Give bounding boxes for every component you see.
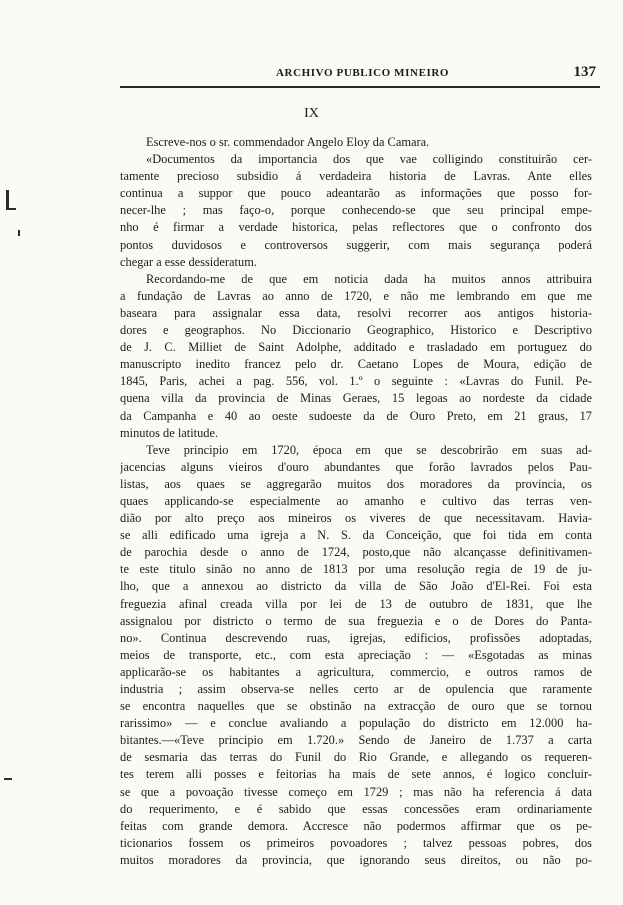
text-line: minutos de latitude. (120, 425, 219, 440)
text-line: quena villa da provincia de Minas Geraes, 15 legoas ao nordeste da cidade (120, 391, 592, 406)
text-line: se encontra naquelles que se obstinão na extracção de ouro que se tornou (120, 699, 592, 714)
text-line: meios de transporte, etc., com esta apreciação : — «Esgotadas as minas (120, 647, 592, 662)
text-line: de J. C. Milliet de Saint Adolphe, additado e trasladado em portuguez do (120, 340, 592, 355)
text-line: continua a suppor que pouco adeantarão as informações que posso for- (120, 186, 592, 201)
text-line: applicarão-se os habitantes a agricultura, commercio, e outros ramos de (120, 664, 592, 679)
page-number: 137 (573, 64, 596, 80)
section-number: IX (304, 106, 319, 121)
text-line: dores e geographos. No Diccionario Geographico, Historico e Descriptivo (120, 323, 592, 338)
text-line: nho é firmar a verdade historica, pelas reflectores que o confronto dos (120, 220, 592, 235)
text-line: dião por alto preço aos mineiros os viveres de que necessitavam. Havia- (120, 511, 592, 526)
text-line: do requerimento, e é sabido que essas concessões eram ordinariamente (120, 801, 592, 816)
text-line: lho, que a annexou ao districto da villa de São João d'El-Rei. Foi esta (120, 579, 592, 594)
text-line: tes terem alli posses e feitorias ha mais de sete annos, é logico concluir- (120, 767, 592, 782)
text-line: pontos duvidosos e controversos suggerir, com mais segurança poderá (120, 237, 592, 252)
text-line: listas, aos quaes se aggregarão muitos dos moradores da provincia, os (120, 476, 592, 491)
text-line: ticionarios fossem os primeiros povoadores ; talvez pessoas pobres, dos (120, 835, 592, 850)
text-line: bitantes.—«Teve principio em 1.720.» Sendo de Janeiro de 1.737 a carta (120, 733, 592, 748)
text-line: Teve principio em 1720, época em que se descobrirão em suas ad- (146, 442, 592, 457)
text-line: manuscripto inedito francez pelo dr. Caetano Lopes de Moura, edição de (120, 357, 592, 372)
text-line: de parochia desde o anno de 1724, posto,que não alcançasse definitivamen- (120, 545, 592, 560)
header-rule (120, 86, 600, 88)
text-line: de sesmaria das terras do Funil do Rio Grande, e allegando os requeren- (120, 750, 592, 765)
text-line: muitos moradores da provincia, que ignorando seus direitos, ou não po- (120, 852, 592, 867)
text-line: te este titulo sinão no anno de 1813 por uma resolução regia de 19 de ju- (120, 562, 592, 577)
margin-mark (6, 208, 16, 210)
text-line: jacencias alguns vieiros d'ouro abundantes que forão lavrados pelos Pau- (120, 459, 592, 474)
margin-mark (18, 230, 20, 236)
text-line: chegar a esse dessideratum. (120, 254, 257, 269)
text-line: baseara para assignalar essa data, resolvi recorrer aos antigos historia- (120, 305, 592, 320)
text-line: feitas com grande demora. Accresce não podermos affirmar que os pe- (120, 818, 592, 833)
text-line: se que a povoação tivesse começo em 1729 ; mas não ha referencia á data (120, 784, 592, 799)
body-text (120, 134, 592, 869)
text-line: assignalou por districto o termo de sua freguezia e o de Dores do Panta- (120, 613, 592, 628)
text-line: da Campanha e 40 ao oeste sudoeste da de Ouro Preto, em 21 graus, 17 (120, 408, 592, 423)
text-line: «Documentos da importancia dos que vae colligindo constituirão cer- (146, 152, 592, 167)
running-title: ARCHIVO PUBLICO MINEIRO (276, 67, 450, 79)
text-line: se alli edificado uma igreja a N. S. da Conceição, que foi tida em conta (120, 528, 592, 543)
text-line: necer-lhe ; mas faço-o, porque conhecendo-se que seu principal empe- (120, 203, 592, 218)
text-line: rarissimo» — e conclue avaliando a população do districto em 12.000 ha- (120, 716, 592, 731)
text-line: no». Continua descrevendo ruas, igrejas, edificios, profissões adoptadas, (120, 630, 592, 645)
text-line: tamente precioso subsidio á verdadeira historia de Lavras. Ante elles (120, 169, 592, 184)
text-line: a fundação de Lavras ao anno de 1720, e não me lembrando em que me (120, 288, 592, 303)
text-line: 1845, Paris, achei a pag. 556, vol. 1.º o seguinte : «Lavras do Funil. Pe- (120, 374, 592, 389)
text-line: industria ; assim observa-se nelles certo ar de opulencia que raramente (120, 682, 592, 696)
text-line: freguezia afinal creada villa por lei de 13 de outubro de 1831, que lhe (120, 596, 592, 611)
margin-mark (4, 778, 12, 780)
text-line: quaes applicando-se especialmente ao amanho e cultivo das terras ven- (120, 493, 592, 508)
text-line: Escreve-nos o sr. commendador Angelo Eloy da Camara. (146, 135, 430, 149)
margin-mark (6, 190, 9, 208)
text-line: Recordando-me de que em noticia dada ha muitos annos attribuira (146, 271, 592, 286)
page-header (136, 64, 596, 84)
